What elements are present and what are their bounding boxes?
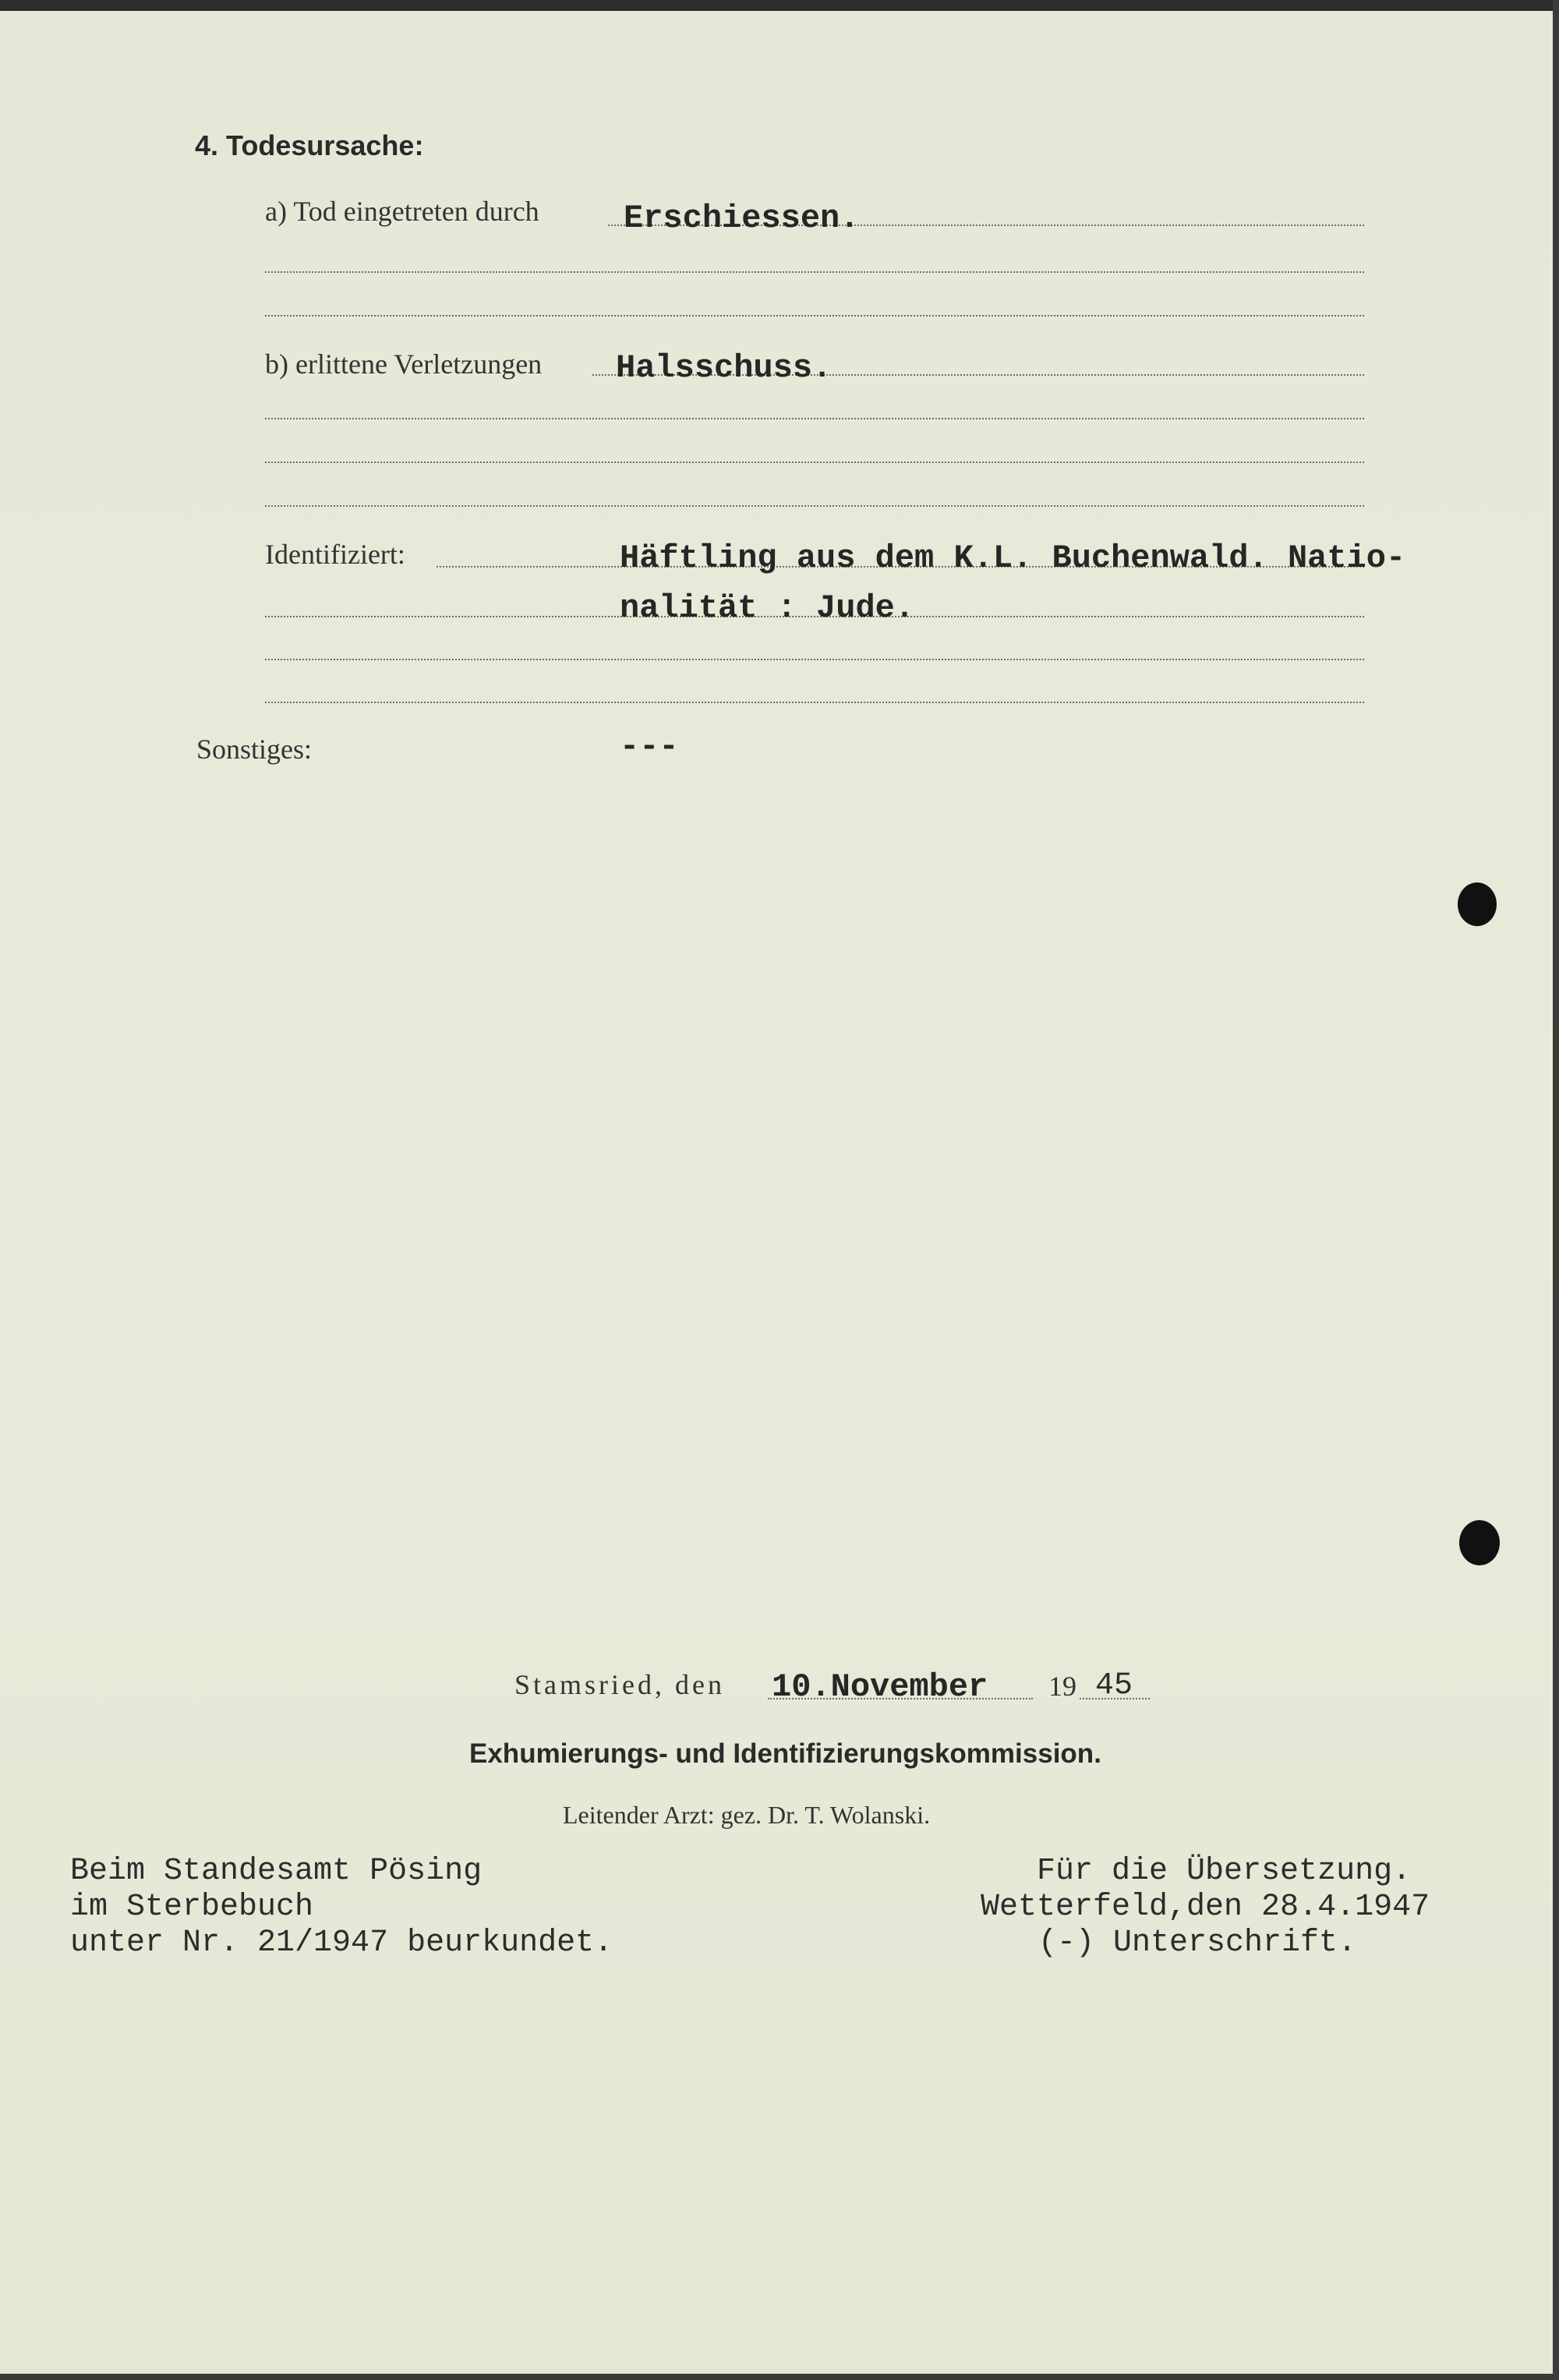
commission-name: Exhumierungs- und Identifizierungskommission. xyxy=(469,1738,1101,1769)
dotted-line xyxy=(265,659,1364,660)
registry-line3: unter Nr. 21/1947 beurkundet. xyxy=(70,1926,613,1961)
translation-line3: (-) Unterschrift. xyxy=(1038,1926,1357,1961)
punch-hole xyxy=(1458,882,1497,926)
misc-label: Sonstiges: xyxy=(196,734,313,765)
scan-right-edge xyxy=(1553,0,1559,2380)
place-date-label: Stamsried, den xyxy=(514,1669,725,1700)
translation-line2: Wetterfeld,den 28.4.1947 xyxy=(981,1890,1430,1925)
dotted-line xyxy=(265,271,1364,273)
cause-value: Erschiessen. xyxy=(624,200,860,237)
identified-label: Identifiziert: xyxy=(265,539,405,570)
year-prefix: 19 xyxy=(1048,1671,1076,1702)
dotted-line xyxy=(265,418,1364,419)
injuries-value: Halsschuss. xyxy=(616,349,833,387)
identified-value-line2: nalität : Jude. xyxy=(620,589,915,627)
registry-line2: im Sterbebuch xyxy=(70,1890,314,1925)
scan-top-edge xyxy=(0,0,1559,11)
misc-value: --- xyxy=(620,728,679,766)
injuries-label: b) erlittene Verletzungen xyxy=(265,348,543,380)
dotted-line xyxy=(265,462,1364,463)
dotted-line xyxy=(265,505,1364,507)
cause-label: a) Tod eingetreten durch xyxy=(265,196,539,227)
scan-bottom-edge xyxy=(0,2374,1559,2380)
section-heading: 4. Todesursache: xyxy=(195,129,424,161)
identified-value-line1: Häftling aus dem K.L. Buchenwald. Natio- xyxy=(620,539,1406,577)
dotted-line xyxy=(265,315,1364,317)
year-suffix: 45 xyxy=(1095,1668,1133,1703)
date-value: 10.November xyxy=(772,1668,988,1706)
punch-hole xyxy=(1459,1520,1500,1565)
registry-line1: Beim Standesamt Pösing xyxy=(70,1854,483,1889)
dotted-line xyxy=(265,702,1364,703)
translation-line1: Für die Übersetzung. xyxy=(1037,1854,1412,1889)
doctor-line: Leitender Arzt: gez. Dr. T. Wolanski. xyxy=(563,1801,931,1829)
